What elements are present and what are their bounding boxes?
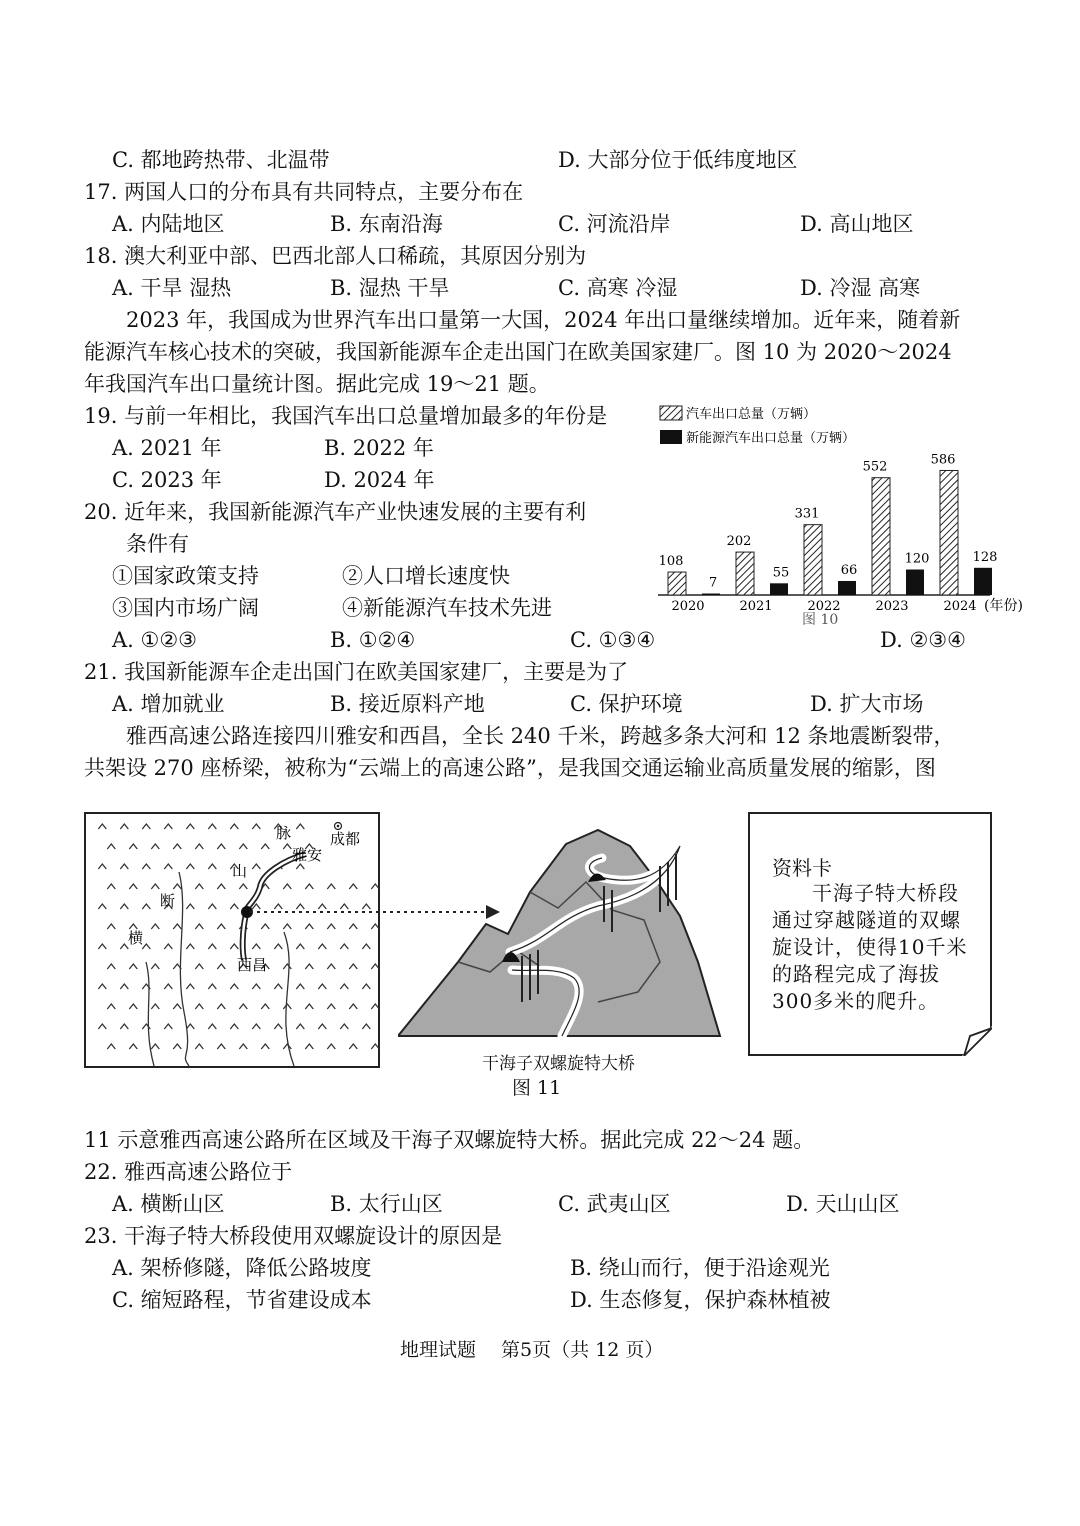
figure11-title: 图 11 [512,1077,562,1099]
label-total-2024: 586 [930,452,956,468]
q20-option-d: D. ②③④ [880,628,966,652]
bar-total-2024 [940,470,958,595]
yaxi-region-map [84,812,380,1068]
q20-stem-line2: 条件有 [126,532,189,556]
q21-option-c: C. 保护环境 [570,692,683,716]
q23-option-b: B. 绕山而行，便于沿途观光 [570,1256,830,1280]
q20-option-a: A. ①②③ [112,628,197,652]
bar-nev-2022 [838,581,856,595]
q23-option-a: A. 架桥修隧，降低公路坡度 [112,1256,372,1280]
passage2-line3: 11 示意雅西高速公路所在区域及干海子双螺旋特大桥。据此完成 22～24 题。 [84,1128,815,1152]
page-curl-icon [962,1026,992,1056]
chart-title: 图 10 [802,612,839,628]
map-label-chengdu: 成都 [330,830,361,848]
q22-option-a: A. 横断山区 [112,1192,225,1216]
q17-option-d: D. 高山地区 [800,212,914,236]
q19-option-a: A. 2021 年 [112,436,222,460]
label-nev-2023: 120 [904,551,930,567]
q23-option-c: C. 缩短路程，节省建设成本 [112,1288,372,1312]
bridge-caption: 干海子双螺旋特大桥 [482,1054,635,1074]
resource-card [748,812,992,1056]
q20-statement-4: ④新能源汽车技术先进 [342,596,552,620]
x-axis-label: (年份) [984,598,1023,614]
tick-2020: 2020 [671,599,705,614]
q17-option-c: C. 河流沿岸 [558,212,671,236]
map-label-shan: 山 [232,862,248,880]
q18-option-d: D. 冷湿 高寒 [800,276,921,300]
map-label-duan: 断 [160,892,176,910]
q21-stem: 21. 我国新能源车企走出国门在欧美国家建厂，主要是为了 [84,660,629,684]
q22-option-c: C. 武夷山区 [558,1192,671,1216]
legend-label-nev: 新能源汽车出口总量（万辆） [686,431,856,446]
tick-2022: 2022 [807,599,841,614]
q18-stem: 18. 澳大利亚中部、巴西北部人口稀疏，其原因分别为 [84,244,587,268]
q21-option-b: B. 接近原料产地 [330,692,485,716]
q16-option-d: D. 大部分位于低纬度地区 [558,148,798,172]
q22-stem: 22. 雅西高速公路位于 [84,1160,293,1184]
bar-total-2021 [736,552,754,595]
page-footer: 地理试题 第5页（共 12 页） [400,1339,664,1361]
q21-option-d: D. 扩大市场 [810,692,924,716]
double-spiral-bridge-illustration [398,822,728,1040]
passage1-line3: 年我国汽车出口量统计图。据此完成 19～21 题。 [84,372,550,396]
card-title: 资料卡 [772,856,832,880]
q23-stem: 23. 干海子特大桥段使用双螺旋设计的原因是 [84,1224,503,1248]
q23-option-d: D. 生态修复，保护森林植被 [570,1288,831,1312]
bar-nev-2024 [974,568,992,595]
tick-2023: 2023 [875,599,909,614]
passage2-line2: 共架设 270 座桥梁，被称为“云端上的高速公路”，是我国交通运输业高质量发展的缩影，图 [84,756,936,780]
q20-stem-line1: 20. 近年来，我国新能源汽车产业快速发展的主要有利 [84,500,587,524]
q17-stem: 17. 两国人口的分布具有共同特点，主要分布在 [84,180,524,204]
q20-statement-1: ①国家政策支持 [112,564,259,588]
label-total-2023: 552 [862,459,888,475]
q19-option-c: C. 2023 年 [112,468,222,492]
tick-2024: 2024 [943,599,977,614]
passage1-line2: 能源汽车核心技术的突破，我国新能源车企走出国门在欧美国家建厂。图 10 为 2020～2024 [84,340,952,364]
legend-swatch-total [660,406,682,420]
q18-option-b: B. 湿热 干旱 [330,276,450,300]
label-nev-2022: 66 [840,562,858,578]
bar-nev-2023 [906,570,924,596]
q19-stem: 19. 与前一年相比，我国汽车出口总量增加最多的年份是 [84,404,608,428]
q21-option-a: A. 增加就业 [112,692,225,716]
bar-total-2023 [872,478,890,595]
q20-statement-2: ②人口增长速度快 [342,564,510,588]
bar-total-2020 [668,572,686,595]
map-label-xichang: 西昌 [237,956,268,974]
q22-option-b: B. 太行山区 [330,1192,443,1216]
label-total-2021: 202 [726,534,752,550]
q20-option-b: B. ①②④ [330,628,416,652]
label-nev-2024: 128 [972,549,998,565]
q19-option-d: D. 2024 年 [324,468,435,492]
map-label-mai: 脉 [276,824,292,842]
q17-option-b: B. 东南沿海 [330,212,443,236]
q20-statement-3: ③国内市场广阔 [112,596,259,620]
q17-option-a: A. 内陆地区 [112,212,225,236]
q18-option-c: C. 高寒 冷湿 [558,276,678,300]
passage2-line1: 雅西高速公路连接四川雅安和西昌，全长 240 千米，跨越多条大河和 12 条地震断裂带， [126,724,955,748]
bar-nev-2021 [770,583,788,595]
label-total-2022: 331 [794,506,820,522]
label-nev-2021: 55 [772,565,790,581]
label-nev-2020: 7 [708,575,718,591]
label-total-2020: 108 [658,554,684,570]
q22-option-d: D. 天山山区 [786,1192,900,1216]
bar-nev-2020 [702,594,720,595]
export-bar-chart [650,398,1050,628]
legend-label-total: 汽车出口总量（万辆） [686,407,817,422]
bar-total-2022 [804,525,822,595]
q20-option-c: C. ①③④ [570,628,656,652]
q19-option-b: B. 2022 年 [324,436,434,460]
legend-swatch-nev [660,430,682,444]
map-label-heng: 横 [128,929,144,947]
q18-option-a: A. 干旱 湿热 [112,276,232,300]
passage1-line1: 2023 年，我国成为世界汽车出口量第一大国，2024 年出口量继续增加。近年来，随着新 [126,308,961,332]
card-body: 干海子特大桥段通过穿越隧道的双螺旋设计，使得10千米的路程完成了海拔300多米的爬升。 [772,881,968,1013]
q16-option-c: C. 都地跨热带、北温带 [112,148,330,172]
tick-2021: 2021 [739,599,773,614]
map-label-yaan: 雅安 [292,846,323,864]
